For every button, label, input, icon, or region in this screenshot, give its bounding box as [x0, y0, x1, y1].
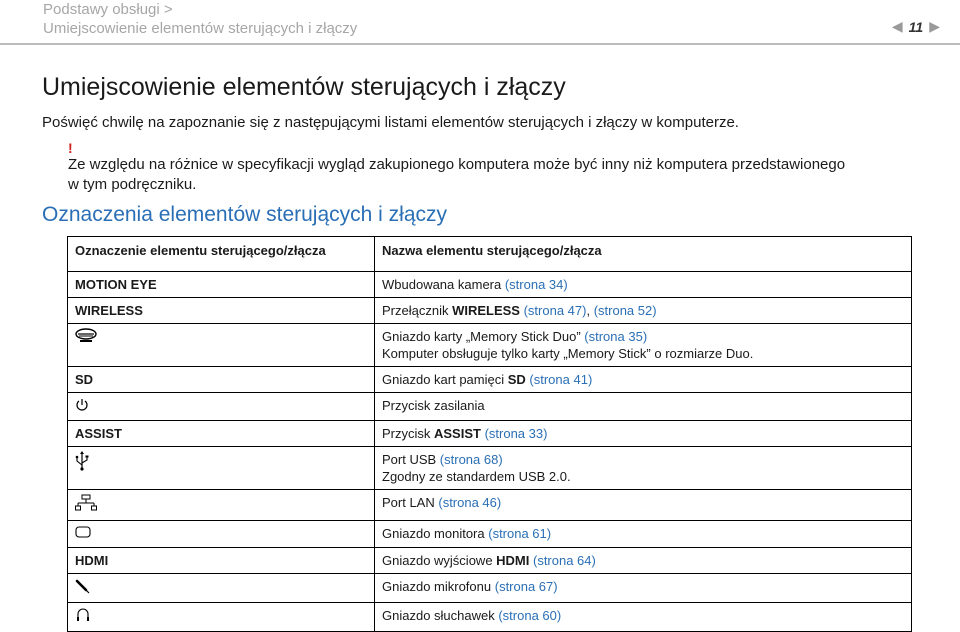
controls-table — [67, 236, 912, 632]
control-mark — [68, 420, 375, 446]
control-name-bold: WIRELESS — [452, 303, 520, 318]
control-mark — [68, 573, 375, 602]
control-mark — [68, 446, 375, 489]
control-name-text: Przycisk zasilania — [382, 398, 485, 413]
table-row — [68, 324, 912, 367]
table-row — [68, 446, 912, 489]
control-name-text: Przycisk — [382, 425, 434, 441]
header-divider — [0, 43, 960, 45]
note-text: Ze względu na różnice w specyfikacji wygląd zakupionego komputera może być inny niż komputera przedstawionego w tym podręczniku. — [68, 156, 846, 193]
page-reference-link[interactable]: (strona 35) — [584, 329, 648, 344]
table-row — [68, 520, 912, 547]
control-mark-text: ASSIST — [75, 425, 122, 441]
page-reference-link[interactable]: (strona 60) — [498, 607, 562, 623]
page-reference-link[interactable]: (strona 52) — [593, 303, 657, 318]
control-mark-text: SD — [75, 372, 94, 387]
control-name — [375, 547, 912, 573]
table-row — [68, 489, 912, 520]
control-name-text: Port USB — [382, 451, 440, 467]
page-header — [0, 0, 960, 44]
page-reference-link[interactable]: (strona 41) — [525, 372, 593, 387]
control-mark — [68, 393, 375, 421]
usb-icon — [75, 451, 89, 475]
column-header-mark: Oznaczenie elementu sterującego/złącza — [68, 237, 375, 272]
control-mark — [68, 272, 375, 298]
control-name — [375, 446, 912, 489]
control-mark-text: WIRELESS — [75, 303, 143, 318]
control-name — [375, 573, 912, 602]
control-name — [375, 298, 912, 324]
next-page-icon[interactable]: ▶ — [929, 18, 940, 34]
control-name — [375, 489, 912, 520]
control-name — [375, 324, 912, 367]
control-name-text: Gniazdo kart pamięci — [382, 372, 508, 387]
page-reference-link[interactable]: (strona 33) — [480, 425, 548, 441]
page-navigation — [892, 18, 940, 35]
control-mark — [68, 324, 375, 367]
control-name — [375, 367, 912, 393]
table-header-row — [68, 237, 912, 272]
control-mark — [68, 547, 375, 573]
intro-text: Poświęć chwilę na zapoznanie się z następującymi listami elementów sterujących i złączy w komputerze. — [42, 114, 739, 131]
control-name-text: Gniazdo monitora — [382, 525, 489, 541]
control-name-text: Gniazdo mikrofonu — [382, 578, 495, 594]
control-name-text: Przełącznik — [382, 303, 453, 318]
control-name — [375, 520, 912, 547]
monitor-icon — [75, 526, 91, 543]
table-row — [68, 547, 912, 573]
memory-stick-icon — [75, 328, 97, 348]
breadcrumb[interactable] — [43, 0, 357, 38]
control-name — [375, 393, 912, 421]
table-row — [68, 420, 912, 446]
page-reference-link[interactable]: (strona 68) — [439, 451, 503, 467]
previous-page-icon[interactable]: ◀ — [891, 18, 903, 34]
control-name — [375, 272, 912, 298]
table-row — [68, 298, 912, 324]
table-row — [68, 573, 912, 602]
page-reference-link[interactable]: (strona 46) — [438, 494, 502, 510]
control-name-text: Gniazdo karty „Memory Stick Duo” — [382, 329, 585, 344]
page-reference-link[interactable]: (strona 64) — [529, 552, 596, 568]
control-name-bold: ASSIST — [434, 425, 481, 441]
page-reference-link[interactable]: (strona 34) — [504, 277, 568, 292]
table-row — [68, 272, 912, 298]
table-row — [68, 367, 912, 393]
page-reference-link[interactable]: (strona 67) — [494, 578, 558, 594]
note-warning-icon: ! — [68, 140, 73, 156]
control-mark — [68, 520, 375, 547]
section-title: Oznaczenia elementów sterujących i złączy — [42, 203, 448, 226]
control-mark — [68, 298, 375, 324]
control-mark-text: HDMI — [75, 552, 109, 568]
microphone-icon — [75, 578, 91, 598]
control-note: Zgodny ze standardem USB 2.0. — [382, 468, 571, 484]
page-reference-link[interactable]: (strona 47) — [519, 303, 587, 318]
breadcrumb-current[interactable]: Umiejscowienie elementów sterujących i złączy — [43, 20, 358, 37]
control-name-text: Gniazdo słuchawek — [382, 607, 499, 623]
breadcrumb-parent[interactable]: Podstawy obsługi > — [43, 1, 173, 18]
control-mark-text: MOTION EYE — [75, 277, 157, 292]
page-number: 11 — [908, 18, 924, 35]
separator-text: , — [586, 303, 594, 318]
power-icon — [75, 398, 89, 416]
control-name-bold: SD — [507, 372, 526, 387]
control-name-text: Wbudowana kamera — [382, 277, 505, 292]
table-row — [68, 393, 912, 421]
column-header-name: Nazwa elementu sterującego/złącza — [375, 237, 912, 272]
control-mark — [68, 489, 375, 520]
page-title: Umiejscowienie elementów sterujących i złączy — [42, 73, 566, 101]
page-reference-link[interactable]: (strona 61) — [488, 525, 552, 541]
control-name-text: Port LAN — [382, 494, 439, 510]
control-name-text: Gniazdo wyjściowe — [382, 552, 497, 568]
control-note: Komputer obsługuje tylko karty „Memory Stick” o rozmiarze Duo. — [382, 346, 754, 361]
control-name — [375, 420, 912, 446]
control-mark — [68, 367, 375, 393]
lan-icon — [75, 494, 97, 516]
control-name-bold: HDMI — [496, 552, 530, 568]
